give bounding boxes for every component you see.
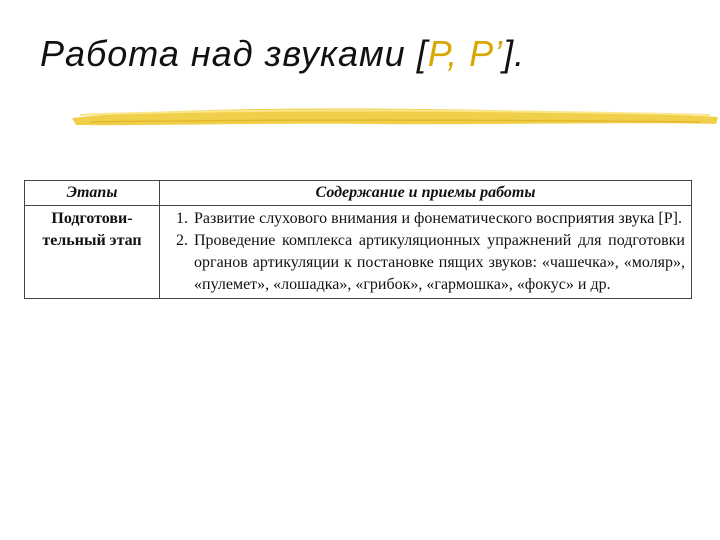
stage-content <box>160 206 692 299</box>
table-row <box>25 206 692 299</box>
content-list <box>168 208 685 296</box>
title-main: Работа над звуками [ <box>40 33 428 74</box>
stage-name: Подготови-тельный этап <box>25 206 160 299</box>
brush-stroke-underline <box>70 103 720 129</box>
stages-table <box>24 180 692 299</box>
list-item: 1. Развитие слухового внимания и фонематического восприятия звука [Р]. <box>192 208 685 230</box>
title-end: ]. <box>503 33 526 74</box>
title-accent: Р, Р’ <box>427 33 504 74</box>
header-stages: Этапы <box>25 181 160 206</box>
header-content: Содержание и приемы работы <box>160 181 692 206</box>
table-header-row <box>25 181 692 206</box>
page-title <box>40 33 525 75</box>
list-item: 2. Проведение комплекса артикуляционных упражнений для подготовки органов артикуляции к постановке пящих звуков: «чашечка», «моляр», «пулемет», «лошадка», «грибок», «гармошка», «фокус» и др. <box>192 230 685 296</box>
